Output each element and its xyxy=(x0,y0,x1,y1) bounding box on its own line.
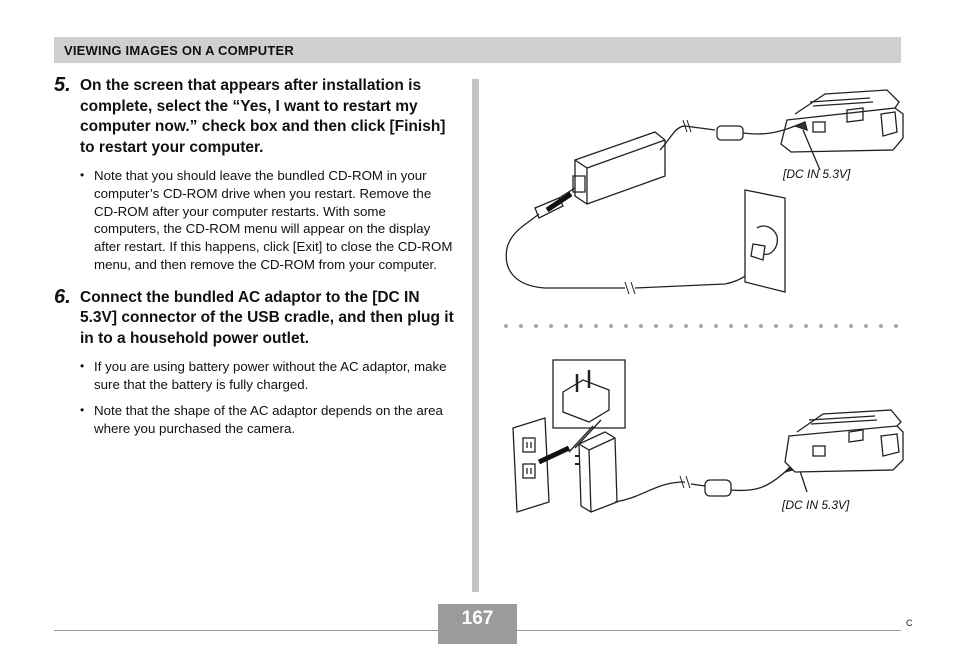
step-number: 5. xyxy=(54,74,71,96)
wall-plug-adaptor-illustration xyxy=(505,352,905,517)
ac-adaptor-connection-illustration xyxy=(495,80,905,310)
footer-language-mark: C xyxy=(906,618,913,628)
dc-in-label-top: [DC IN 5.3V] xyxy=(783,167,851,181)
note-item: • Note that the shape of the AC adaptor depends on the area where you purchased the camera. xyxy=(80,402,454,438)
section-title: VIEWING IMAGES ON A COMPUTER xyxy=(64,43,294,58)
column-divider xyxy=(472,79,479,592)
step-notes xyxy=(80,358,454,437)
dot-divider xyxy=(500,321,905,331)
page-number: 167 xyxy=(438,604,517,644)
step-number: 6. xyxy=(54,285,71,308)
step-5 xyxy=(54,76,454,274)
note-item: • If you are using battery power without the AC adaptor, make sure that the battery is fully charged. xyxy=(80,358,454,394)
step-instruction: On the screen that appears after installation is complete, select the “Yes, I want to restart my computer now.” check box and then click [Finish] to restart your computer. xyxy=(80,77,446,156)
figure-separator-dots xyxy=(500,318,905,328)
section-header-bar xyxy=(54,37,901,63)
note-item: • Note that you should leave the bundled CD-ROM in your computer’s CD-ROM drive when you restart. Remove the CD-ROM after your computer restarts. With some computers, the CD-ROM menu will appear on the display after restart. If this happens, click [Exit] to close the CD-ROM menu, and then remove the CD-ROM from your computer. xyxy=(80,167,454,274)
instructions-column xyxy=(54,76,454,451)
step-6 xyxy=(54,285,454,438)
step-instruction: Connect the bundled AC adaptor to the [DC IN 5.3V] connector of the USB cradle, and then plug it in to a household power outlet. xyxy=(80,288,454,347)
dc-in-label-bottom: [DC IN 5.3V] xyxy=(782,498,850,512)
step-notes xyxy=(80,167,454,274)
